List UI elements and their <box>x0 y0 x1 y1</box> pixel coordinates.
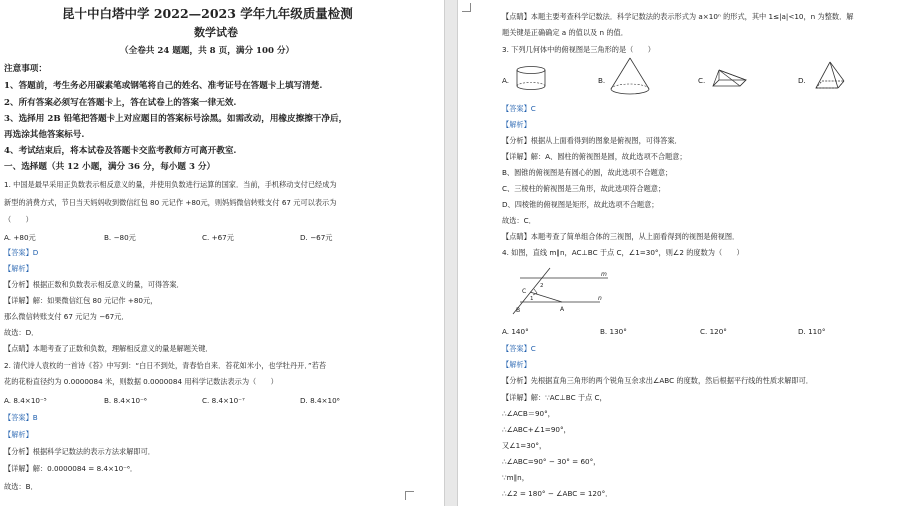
q1-analysis-line: 【点睛】本题考查了正数和负数，理解相反意义的量是解题关键． <box>4 344 213 353</box>
label-m: m <box>601 271 607 278</box>
notice-heading: 注意事项： <box>4 64 47 74</box>
q1-analysis-line: 【详解】解：如果微信红包 80 元记作 +80元， <box>4 296 158 305</box>
q4-analysis-line: 【详解】解：∵AC⊥BC 于点 C， <box>502 393 607 402</box>
q4-analysis-line: ∵m∥n， <box>502 473 529 482</box>
q3-option-d: D. <box>798 76 806 85</box>
q1-option-b: B. −80元 <box>104 233 136 242</box>
q3-analysis-line: 故选：C． <box>502 216 536 225</box>
q1-analysis-heading: 【解析】 <box>4 264 33 273</box>
notice-line: 再选涂其他答案标号. <box>4 130 85 140</box>
q2-text: 2. 清代诗人袁枚的一首诗《苔》中写到：“白日不到处，青春恰自来．苔花如米小，也学牡丹开．”若苔 <box>4 361 327 370</box>
q3-text: 3. 下列几何体中的俯视图是三角形的是（ ） <box>502 45 655 54</box>
q1-option-c: C. +67元 <box>202 233 234 242</box>
q3-analysis-line: 【点睛】本题考查了简单组合体的三视图，从上面看得到的视图是俯视图． <box>502 232 740 241</box>
q1-analysis-line: 故选：D． <box>4 328 39 337</box>
q1-analysis-line: 【分析】根据正数和负数表示相反意义的量，可得答案． <box>4 280 184 289</box>
q2-analysis-line: 【详解】解：0.0000084 = 8.4×10⁻⁶． <box>4 464 138 473</box>
q4-option-a: A. 140° <box>502 327 529 336</box>
q1-analysis-line: 那么微信转账支付 67 元记为 −67元． <box>4 312 129 321</box>
q4-analysis-line: ∴∠ACB＝90°， <box>502 409 555 418</box>
q3-answer: 【答案】C <box>502 104 536 113</box>
q2-analysis-line: 故选：B． <box>4 482 38 491</box>
q2-option-b: B. 8.4×10⁻⁶ <box>104 396 147 405</box>
q3-analysis-heading: 【解析】 <box>502 120 531 129</box>
q4-option-d: D. 110° <box>798 327 826 336</box>
notice-line: 4、考试结束后，将本试卷及答题卡交监考教师方可离开教室. <box>4 146 237 156</box>
q3-option-b: B. <box>598 76 606 85</box>
q4-answer: 【答案】C <box>502 344 536 353</box>
q3-analysis-line: B、圆锥的俯视图是有圆心的圆，故此选项不合题意； <box>502 168 673 177</box>
cylinder-figure <box>514 64 548 94</box>
cone-figure <box>608 56 652 98</box>
q1-text: 新型的消费方式，节日当天妈妈收到微信红包 80 元记作 +80元，则妈妈微信转账支付 67 元可以表示为 <box>4 198 337 207</box>
triangular-prism-figure <box>710 66 750 92</box>
q2-analysis-heading: 【解析】 <box>4 430 33 439</box>
page-gutter <box>444 0 458 506</box>
label-c: C <box>522 288 527 295</box>
exam-title: 昆十中白塔中学 2022—2023 学年九年级质量检测 <box>62 6 353 21</box>
q2-text: 花的花粉直径约为 0.0000084 米，则数据 0.0000084 用科学记数法表示为（ ） <box>4 377 278 386</box>
q1-answer: 【答案】D <box>4 248 39 257</box>
q4-analysis-line: 又∠1=30°， <box>502 441 547 450</box>
q3-analysis-line: 【分析】根据从上面看得到的图象是俯视图，可得答案． <box>502 136 682 145</box>
parallel-lines-figure <box>510 262 610 318</box>
q3-option-a: A. <box>502 76 510 85</box>
q3-analysis-line: D、四棱锥的俯视图是矩形，故此选项不合题意； <box>502 200 659 209</box>
exam-scope: （全卷共 24 题题，共 8 页，满分 100 分） <box>120 46 295 56</box>
page-corner-mark <box>462 3 471 12</box>
q4-option-b: B. 130° <box>600 327 627 336</box>
label-angle-2: 2 <box>540 283 544 289</box>
q4-analysis-line: ∴∠2 = 180° − ∠ABC = 120°． <box>502 489 613 498</box>
label-b: B <box>516 307 521 314</box>
q4-option-c: C. 120° <box>700 327 727 336</box>
q1-option-d: D. −67元 <box>300 233 333 242</box>
q4-text: 4. 如图，直线 m∥n，AC⊥BC 于点 C，∠1=30°，则∠2 的度数为（ ） <box>502 248 744 257</box>
right-page <box>458 0 900 506</box>
q2-comment-line: 【点睛】本题主要考查科学记数法．科学记数法的表示形式为 a×10ⁿ 的形式，其中 1≤|a|<10，n 为整数．解 <box>502 12 854 21</box>
q2-option-d: D. 8.4×10⁶ <box>300 396 340 405</box>
q4-analysis-heading: 【解析】 <box>502 360 531 369</box>
subject-title: 数学试卷 <box>194 26 238 39</box>
q3-analysis-line: 【详解】解：A、圆柱的俯视图是圆，故此选项不合题意； <box>502 152 687 161</box>
q4-analysis-line: 【分析】先根据直角三角形的两个锐角互余求出∠ABC 的度数，然后根据平行线的性质求解即可． <box>502 376 813 385</box>
q2-comment-line: 题关键是正确确定 a 的值以及 n 的值． <box>502 28 628 37</box>
q3-option-c: C. <box>698 76 706 85</box>
q2-option-c: C. 8.4×10⁻⁷ <box>202 396 245 405</box>
section-heading: 一、选择题（共 12 小题，满分 36 分，每小题 3 分） <box>4 162 216 172</box>
page-corner-mark <box>405 491 414 500</box>
q1-option-a: A. +80元 <box>4 233 36 242</box>
left-page <box>0 0 444 506</box>
q4-analysis-line: ∴∠ABC+∠1=90°， <box>502 425 571 434</box>
q4-analysis-line: ∴∠ABC=90° − 30° = 60°， <box>502 457 601 466</box>
q1-text: （ ） <box>4 215 33 224</box>
q2-analysis-line: 【分析】根据科学记数法的表示方法求解即可． <box>4 447 155 456</box>
q3-analysis-line: C、三棱柱的俯视图是三角形，故此选项符合题意； <box>502 184 666 193</box>
label-a: A <box>560 306 565 313</box>
notice-line: 2、所有答案必须写在答题卡上，答在试卷上的答案一律无效. <box>4 98 237 108</box>
q2-option-a: A. 8.4×10⁻⁵ <box>4 396 47 405</box>
label-angle-1: 1 <box>530 296 534 302</box>
q1-text: 1. 中国是最早采用正负数表示相反意义的量，并使用负数进行运算的国家．当前，手机移动支付已经成为 <box>4 180 337 189</box>
notice-line: 3、选择用 2B 铅笔把答题卡上对应题目的答案标号涂黑。如需改动，用橡皮擦擦干净后， <box>4 114 348 124</box>
notice-line: 1、答题前，考生务必用碳素笔或钢笔将自己的姓名、准考证号在答题卡上填写清楚. <box>4 81 323 91</box>
q2-answer: 【答案】B <box>4 413 38 422</box>
label-n: n <box>598 295 602 302</box>
pyramid-figure <box>812 60 848 94</box>
